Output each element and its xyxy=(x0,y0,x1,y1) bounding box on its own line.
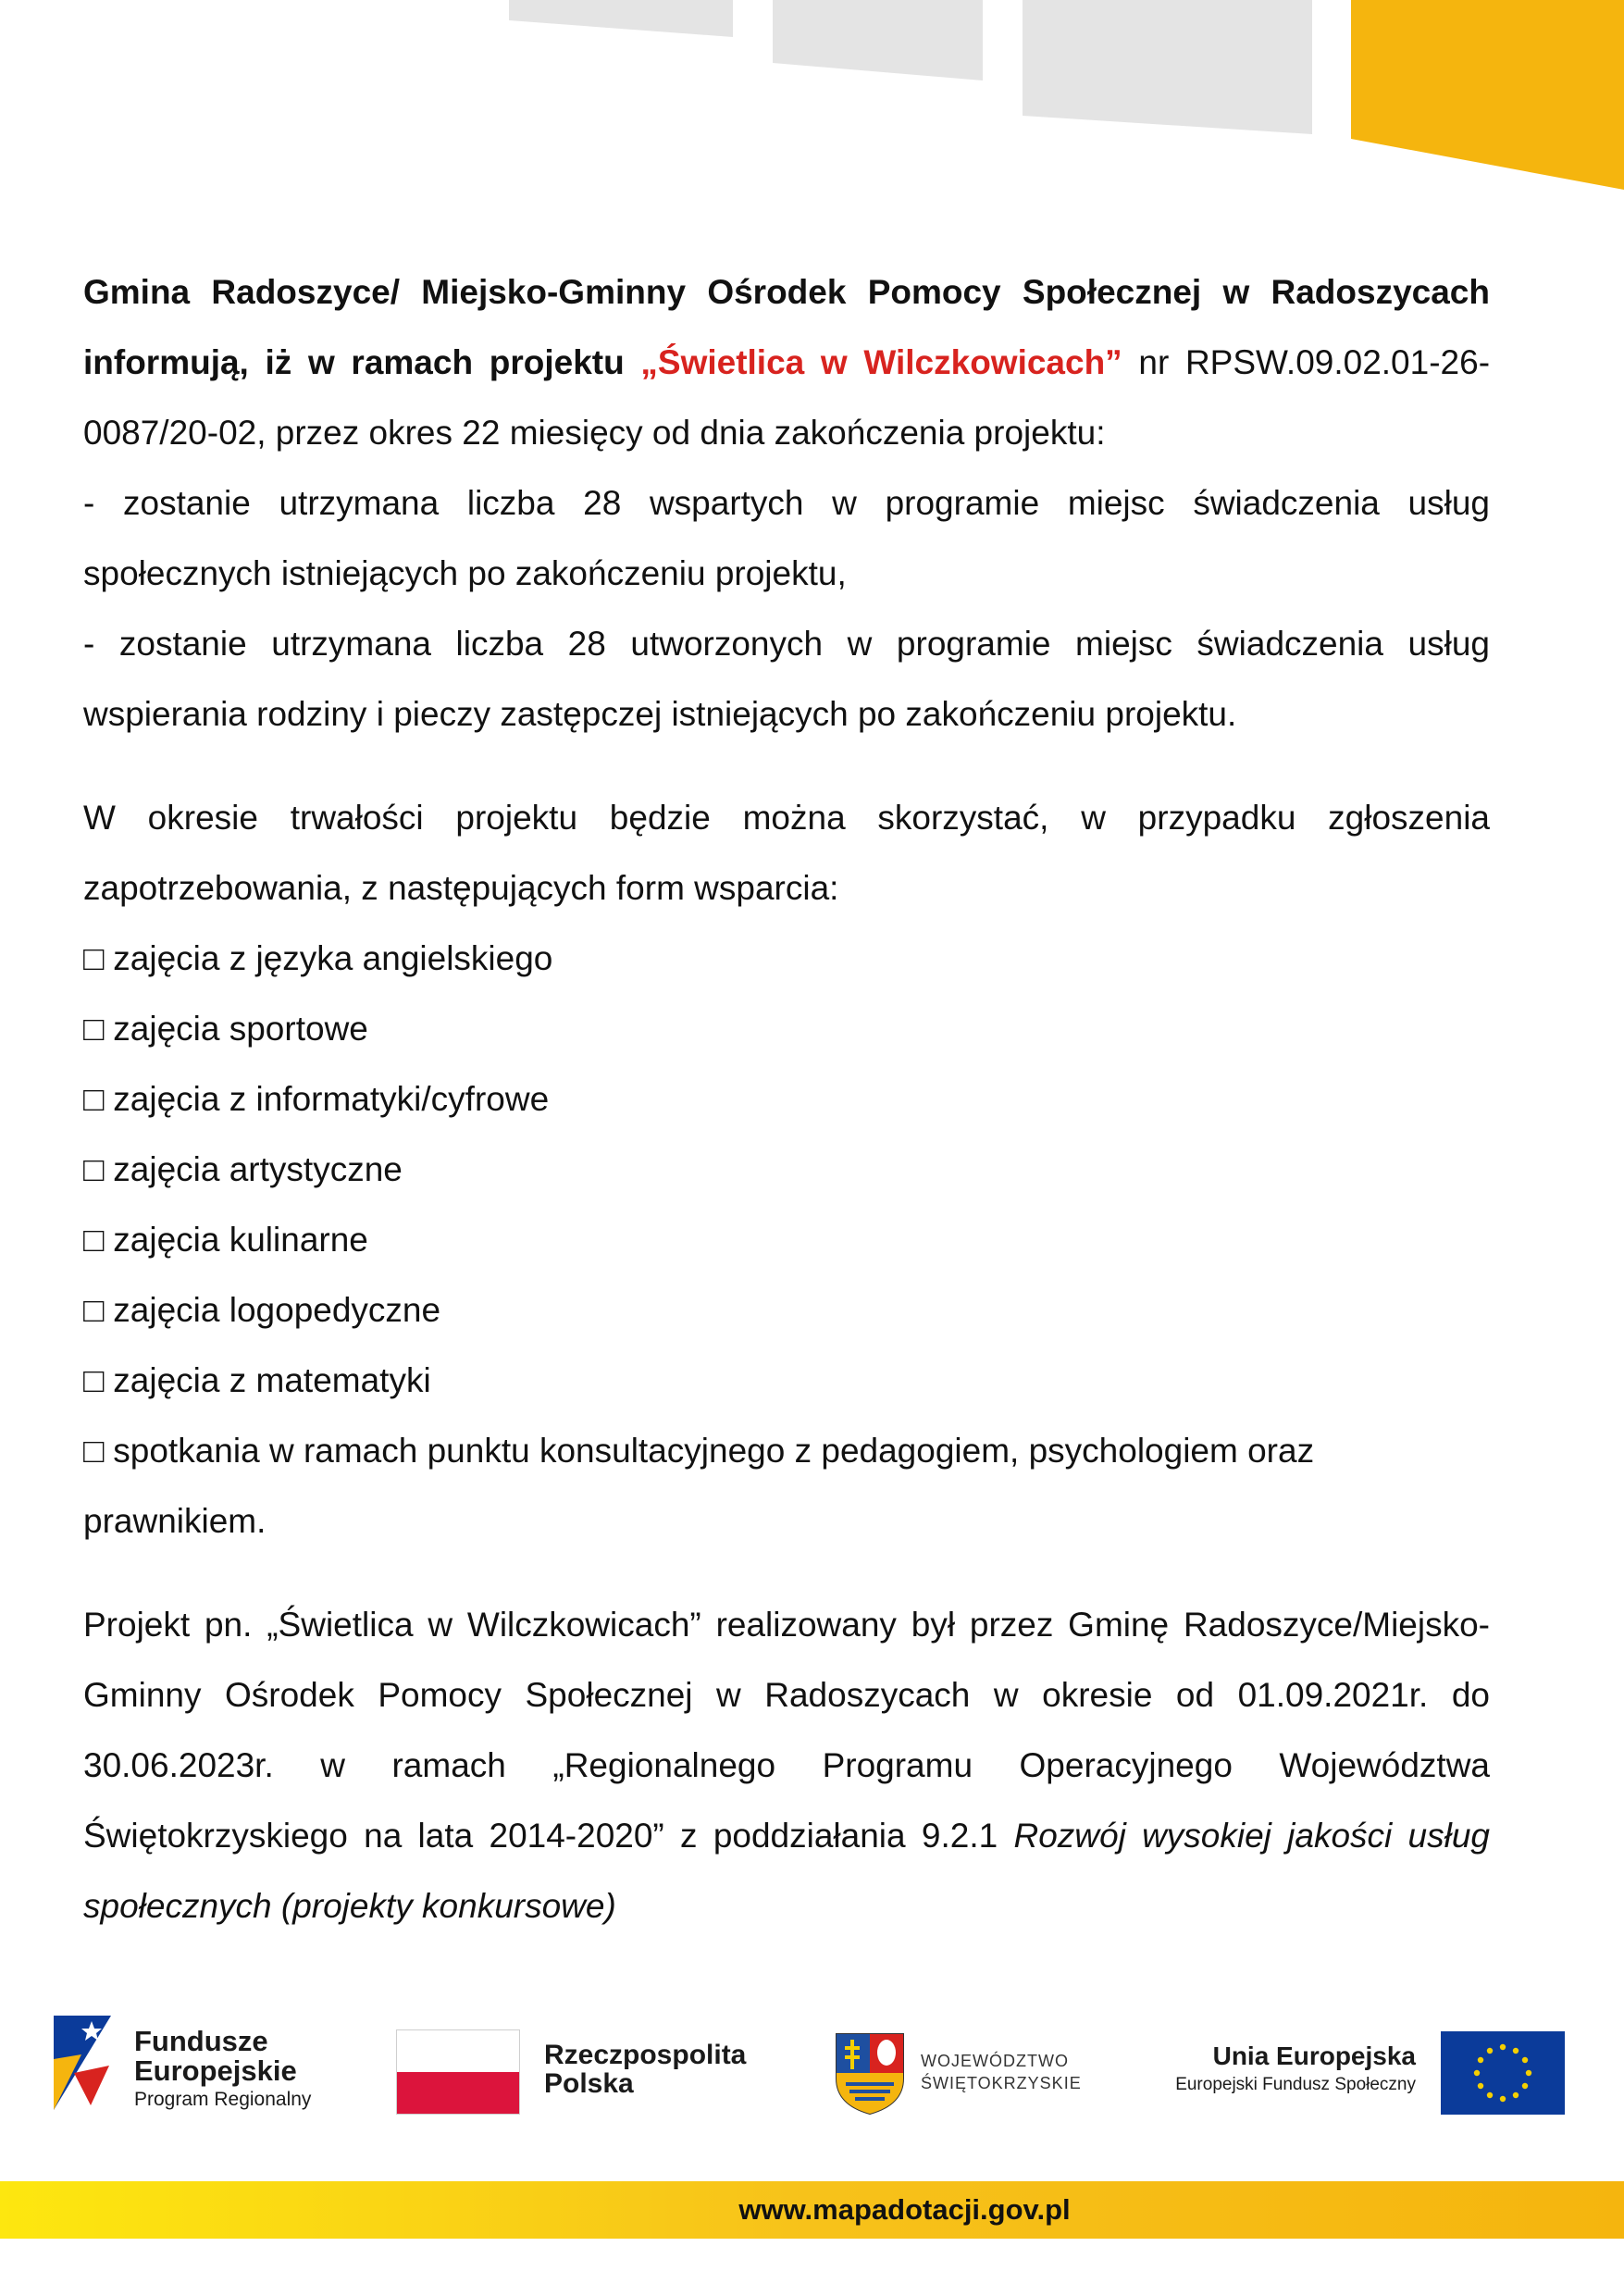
checkbox-icon: □ xyxy=(83,939,105,977)
support-item-math: □ zajęcia z matematyki xyxy=(83,1346,1490,1416)
header-decoration xyxy=(0,0,1624,204)
summary-italic: Rozwój wysokiej jakości usług społecznych (projekty konkursowe) xyxy=(83,1817,1491,1925)
sustainability-item-2: - zostanie utrzymana liczba 28 utworzonych w programie miejsc świadczenia usług wspierania rodziny i pieczy zastępczej istniejących po zakończeniu projektu. xyxy=(83,625,1490,733)
support-intro: W okresie trwałości projektu będzie można skorzystać, w przypadku zgłoszenia zapotrzebowania, z następujących form wsparcia: xyxy=(83,799,1490,907)
support-item-it: □ zajęcia z informatyki/cyfrowe xyxy=(83,1064,1490,1135)
support-item-consultation: □ spotkania w ramach punktu konsultacyjnego z pedagogiem, psychologiem oraz prawnikiem. xyxy=(83,1416,1490,1557)
checkbox-icon: □ xyxy=(83,1150,105,1188)
poland-flag-icon xyxy=(396,2029,520,2115)
project-summary xyxy=(83,1590,1490,1942)
checkbox-icon: □ xyxy=(83,1361,105,1399)
sustainability-item-1: - zostanie utrzymana liczba 28 wspartych w programie miejsc świadczenia usług społecznych istniejących po zakończeniu projektu, xyxy=(83,484,1490,592)
deco-gray-shape-1 xyxy=(509,0,733,37)
project-name: „Świetlica w Wilczkowicach” xyxy=(640,343,1122,381)
deco-gray-shape-2 xyxy=(773,0,983,81)
checkbox-icon: □ xyxy=(83,1080,105,1118)
footer-url-link[interactable]: www.mapadotacji.gov.pl xyxy=(738,2193,1071,2226)
notice-intro: Gmina Radoszyce/ Miejsko-Gminny Ośrodek Pomocy Społecznej w Radoszycach informują, iż w ramach projektu xyxy=(83,273,1490,381)
support-item-sport: □ zajęcia sportowe xyxy=(83,994,1490,1064)
checkbox-icon: □ xyxy=(83,1221,105,1259)
fundusze-europejskie-logo-icon xyxy=(54,2008,128,2119)
notice-paragraph xyxy=(83,257,1490,468)
notice-content xyxy=(83,257,1490,1942)
swietokrzyskie-coat-of-arms-icon xyxy=(833,2030,907,2116)
deco-yellow-shape xyxy=(1351,0,1624,190)
funding-logos xyxy=(0,1999,1624,2138)
wojewodztwo-swietokrzyskie-text: WOJEWÓDZTWO ŚWIĘTOKRZYSKIE xyxy=(921,2052,1082,2092)
project-number-text: nr RPSW.09.02.01-26-0087/20-02, przez okres 22 miesięcy od dnia zakończenia projektu: xyxy=(83,343,1491,452)
support-item-art: □ zajęcia artystyczne xyxy=(83,1135,1490,1205)
eu-flag-icon xyxy=(1441,2031,1565,2115)
rzeczpospolita-polska-text: Rzeczpospolita Polska xyxy=(544,2040,747,2099)
deco-gray-shape-3 xyxy=(1023,0,1312,134)
checkbox-icon: □ xyxy=(83,1291,105,1329)
support-item-speech: □ zajęcia logopedyczne xyxy=(83,1275,1490,1346)
support-item-english: □ zajęcia z języka angielskiego xyxy=(83,924,1490,994)
unia-europejska-text: Unia Europejska Europejski Fundusz Społeczny xyxy=(1175,2042,1416,2094)
fundusze-europejskie-text: Fundusze Europejskie Program Regionalny xyxy=(134,2025,312,2110)
support-item-culinary: □ zajęcia kulinarne xyxy=(83,1205,1490,1275)
checkbox-icon: □ xyxy=(83,1432,105,1470)
summary-text: Projekt pn. „Świetlica w Wilczkowicach” realizowany był przez Gminę Radoszyce/Miejsko-Gminny Ośrodek Pomocy Społecznej w Radoszycach w okresie od 01.09.2021r. do 30.06.2023r. w ramach „Regionalnego Programu Operacyjnego Województwa Świętokrzyskiego na lata 2014-2020” z poddziałania 9.2.1 xyxy=(83,1606,1490,1855)
checkbox-icon: □ xyxy=(83,1010,105,1048)
